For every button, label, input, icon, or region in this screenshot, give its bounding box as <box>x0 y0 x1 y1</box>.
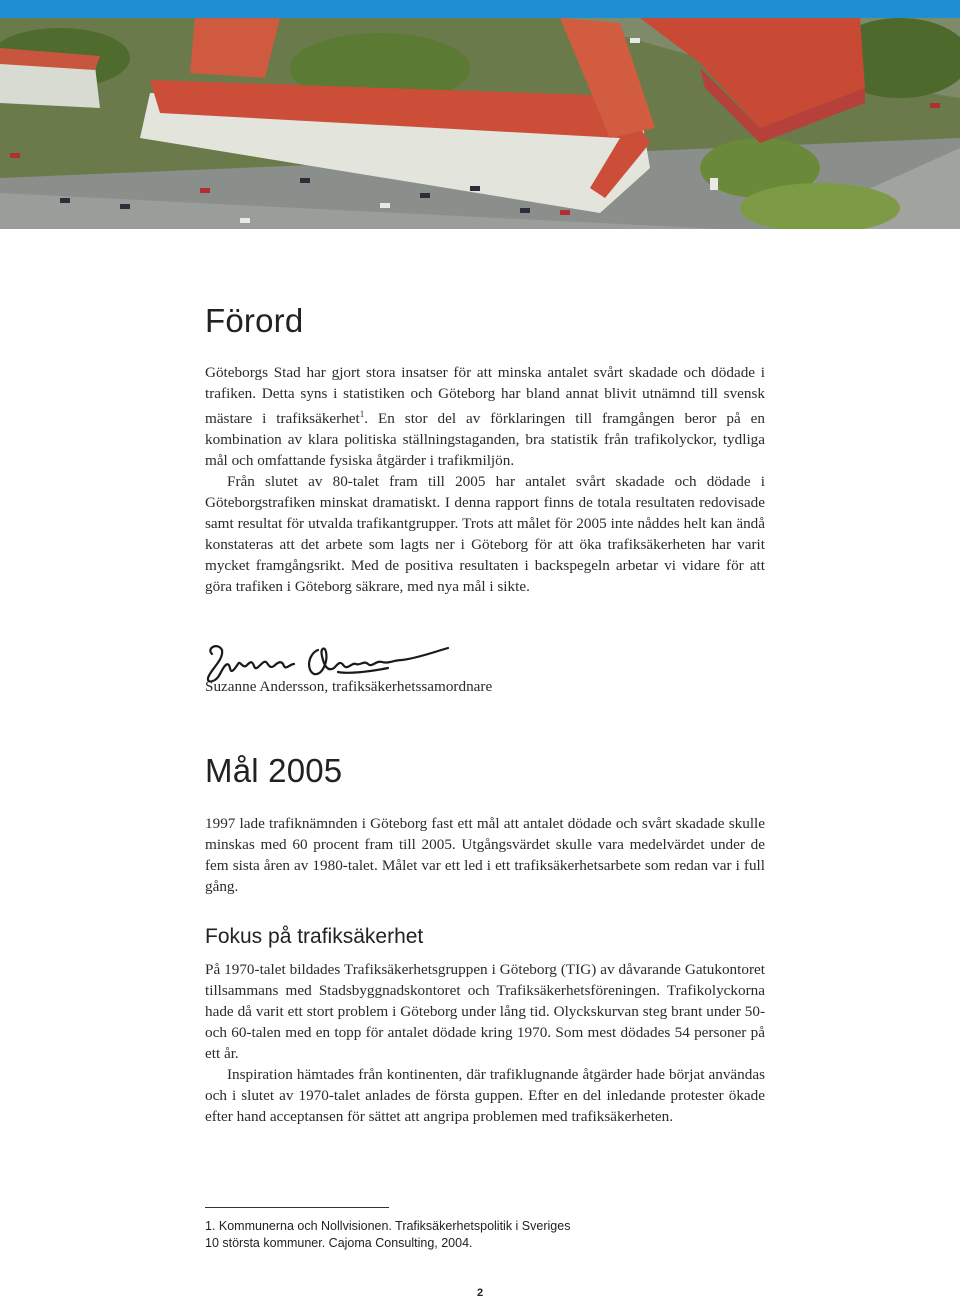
mal-body <box>205 813 765 897</box>
forord-paragraph-2: Från slutet av 80-talet fram till 2005 har antalet svårt skadade och dödade i Göteborgstrafiken minskat dramatiskt. I denna rapport finns de totala resultaten redovisade samt resultat för utvalda trafikantgrupper. Trots att målet för 2005 inte nåddes helt kan ändå konstateras att det arbete som lagts ner i Göteborg för att öka trafiksäkerheten har varit mycket framgångsrikt. Med de positiva resultaten i backspegeln arbetar vi vidare för att göra trafiken i Göteborg säkrare, med nya mål i sikte. <box>205 473 765 596</box>
signature-caption: Suzanne Andersson, trafiksäkerhetssamordnare <box>205 678 493 695</box>
fokus-body <box>205 959 765 1127</box>
footnote-divider <box>205 1207 389 1208</box>
forord-paragraph-1 <box>205 362 765 471</box>
forord-p1-text-cont: . En stor del av förklaringen till framgången beror på en kombination av klara politiska ställningstaganden, bra statistik från trafikolyckor, tydliga mål och omfattande fysiska åtgärder i trafikmiljön. <box>205 410 765 470</box>
fokus-heading: Fokus på trafiksäkerhet <box>205 925 424 948</box>
fokus-paragraph-2: Inspiration hämtades från kontinenten, där trafiklugnande åtgärder hade börjat användas och i slutet av 1970-talet anlades de första guppen. Efter en del inledande protester ökade efter hand acceptansen för sättet att angripa problemen med trafiksäkerheten. <box>205 1066 765 1125</box>
page-number: 2 <box>476 1287 484 1299</box>
mal-paragraph-1: 1997 lade trafiknämnden i Göteborg fast ett mål att antalet dödade och svårt skadade skulle minskas med 60 procent fram till 2005. Utgångsvärdet skulle vara medelvärdet under de fem sista åren av 1980-talet. Målet var ett led i ett trafiksäkerhetsarbete som redan var i full gång. <box>205 815 765 895</box>
forord-body <box>205 362 765 597</box>
mal-heading: Mål 2005 <box>205 752 343 789</box>
fokus-paragraph-1: På 1970-talet bildades Trafiksäkerhetsgruppen i Göteborg (TIG) av dåvarande Gatukontoret tillsammans med Stadsbyggnadskontoret och Trafiksäkerhetsföreningen. Trafikolyckorna hade då varit ett stort problem i Göteborg under lång tid. Olyckskurvan steg brant under 50- och 60-talen med en topp för antalet dödade kring 1970. Som mest dödades 54 personer på ett år. <box>205 961 765 1062</box>
footnote <box>205 1218 625 1252</box>
aerial-photo <box>0 18 960 229</box>
top-accent-bar <box>0 0 960 18</box>
footnote-line-2: 10 största kommuner. Cajoma Consulting, 2004. <box>205 1236 473 1250</box>
footnote-line-1: 1. Kommunerna och Nollvisionen. Trafiksäkerhetspolitik i Sveriges <box>205 1219 571 1233</box>
footnote-ref: 1 <box>359 409 365 419</box>
forord-heading: Förord <box>205 302 304 339</box>
forord-p1-text: Göteborgs Stad har gjort stora insatser för att minska antalet svårt skadade och dödade i trafiken. Detta syns i statistiken och Göteborg har bland annat blivit utnämnd till svensk mästare i trafiksäkerhet <box>205 364 765 428</box>
